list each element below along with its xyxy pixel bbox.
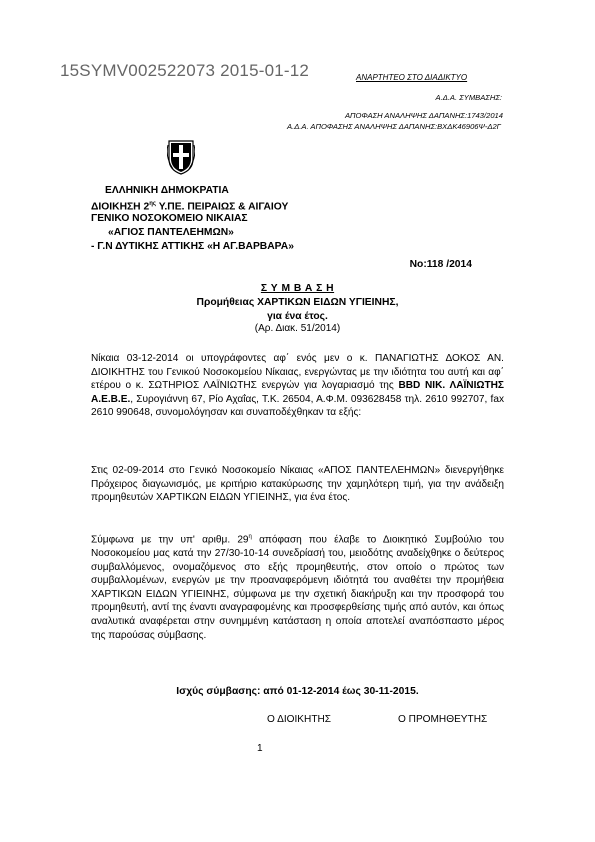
contract-validity: Ισχύς σύμβασης: από 01-12-2014 έως 30-11-2015.: [176, 686, 419, 697]
document-heading: Σ Υ Μ Β Α Σ Η: [260, 283, 335, 294]
ada-expense-decision: Α.Δ.Α. ΑΠΟΦΑΣΗΣ ΑΝΑΛΗΨΗΣ ΔΑΠΑΝΗΣ:ΒΧΔΚ46906Ψ-Δ2Γ: [287, 122, 501, 131]
header-hospital-name: «ΑΓΙΟΣ ΠΑΝΤΕΛΕΗΜΩΝ»: [108, 227, 234, 238]
paragraph-parties-b: , Συρογιάννη 67, Ρίο Αχαΐας, Τ.Κ. 26504, Α.Φ.Μ. 093628458 τηλ. 2610 992707, fax 2610 990648, συνομολόγησαν και συναποδέχθηκαν τα εξής:: [91, 393, 504, 419]
paragraph-award: [91, 531, 504, 642]
header-republic: ΕΛΛΗΝΙΚΗ ΔΗΜΟΚΡΑΤΙΑ: [105, 185, 229, 196]
tender-reference: (Αρ. Διακ. 51/2014): [254, 323, 341, 334]
paragraph-award-a: Σύμφωνα με την υπ' αριθμ. 29: [91, 534, 249, 546]
signature-supplier: Ο ΠΡΟΜΗΘΕΥΤΗΣ: [398, 714, 488, 725]
greek-coat-of-arms-icon: [167, 139, 195, 175]
contract-number: Νο:118 /2014: [409, 259, 472, 270]
header-administration-a: ΔΙΟΙΚΗΣΗ 2: [91, 201, 150, 213]
ada-contract: Α.Δ.Α. ΣΥΜΒΑΣΗΣ:: [435, 93, 502, 102]
posting-note: ΑΝΑΡΤΗΤΕΟ ΣΤΟ ΔΙΑΔΙΚΤΥΟ: [356, 73, 468, 82]
paragraph-tender-text: Στις 02-09-2014 στο Γενικό Νοσοκομείο Νίκαιας «ΑΠΟΣ ΠΑΝΤΕΛΕΗΜΩΝ» διενεργήθηκε Πρόχειρος διαγωνισμός, με κριτήριο κατακύρωσης την χαμηλότερη τιμή, για την ανάδειξη προμηθευτών ΧΑΡΤΙΚΩΝ ΕΙΔΩΝ ΥΓΙΕΙΝΗΣ, για ένα έτος.: [91, 465, 504, 504]
document-duration: για ένα έτος.: [267, 311, 328, 322]
paragraph-parties: [91, 352, 504, 420]
header-administration-sup: ης: [149, 201, 157, 207]
page-number: 1: [257, 743, 263, 754]
paragraph-parties-a: Νίκαια 03-12-2014 οι υπογράφοντες αφ΄ ενός μεν ο κ. ΠΑΝΑΓΙΩΤΗΣ ΔΟΚΟΣ ΑΝ. ΔΙΟΙΚΗΤΗΣ του Γενικού Νοσοκομείου Νίκαιας, ενεργώντας με την ιδιότητα του αυτή και αφ΄ ετέρου ο κ. ΣΩΤΗΡΙΟΣ ΛΑΪΝΙΩΤΗΣ ενεργών για λογαριασμό της: [91, 353, 504, 392]
signature-director: Ο ΔΙΟΙΚΗΤΗΣ: [267, 714, 332, 725]
registry-stamp: 15SYMV002522073 2015-01-12: [60, 61, 310, 80]
paragraph-award-sup: η: [248, 534, 252, 540]
supplier-company: BBD ΝΙΚ. ΛΑΪΝΙΩΤΗΣ Α.Ε.Β.Ε.: [91, 380, 504, 405]
header-hospital: ΓΕΝΙΚΟ ΝΟΣΟΚΟΜΕΙΟ ΝΙΚΑΙΑΣ: [91, 213, 248, 224]
header-administration-b: Υ.ΠΕ. ΠΕΙΡΑΙΩΣ & ΑΙΓΑΙΟΥ: [156, 201, 289, 213]
document-subject: Προμήθειας ΧΑΡΤΙΚΩΝ ΕΙΔΩΝ ΥΓΙΕΙΝΗΣ,: [196, 297, 399, 308]
paragraph-award-b: απόφαση που έλαβε το Διοικητικό Συμβούλιο του Νοσοκομείου μας κατά την 27/30-10-14 συνεδρίασή του, μειοδότης αναδείχθηκε ο δεύτερος συμβαλλόμενος, ονομαζόμενος στο εξής προμηθευτής, στον οποίο ο πρώτος των συμβαλλομένων, ενεργών με την προαναφερόμενη ιδιότητά του αναθέτει την προμήθεια ΧΑΡΤΙΚΩΝ ΕΙΔΩΝ ΥΓΙΕΙΝΗΣ, σύμφωνα με την σχετική διακήρυξη και την προσφορά του προμηθευτή, αντί της έναντι αναγραφομένης και προσφερθείσης τιμής από αυτόν, και όπως αναλυτικά αναφέρεται στην συνημμένη κατάσταση η οποία αποτελεί αναπόσπαστο μέρος της παρούσας σύμβασης.: [91, 534, 504, 641]
header-west-attica: - Γ.Ν ΔΥΤΙΚΗΣ ΑΤΤΙΚΗΣ «Η ΑΓ.ΒΑΡΒΑΡΑ»: [91, 241, 294, 252]
paragraph-tender: [91, 464, 504, 505]
expense-decision: ΑΠΟΦΑΣΗ ΑΝΑΛΗΨΗΣ ΔΑΠΑΝΗΣ:1743/2014: [344, 111, 503, 120]
